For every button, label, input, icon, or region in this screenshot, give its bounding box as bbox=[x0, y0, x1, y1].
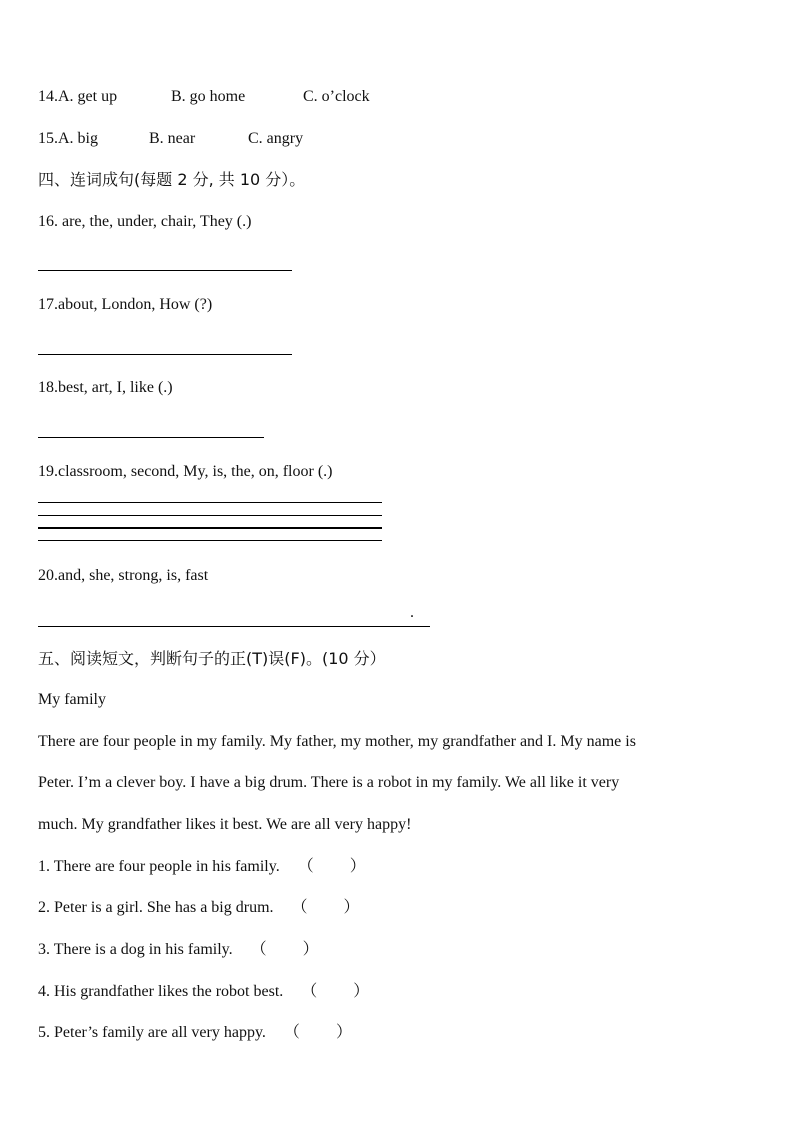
passage-title: My family bbox=[38, 691, 106, 708]
item-number: 14. bbox=[38, 88, 58, 105]
option-b: B. go home bbox=[171, 88, 246, 105]
section-5-heading: 五、阅读短文，判断句子的正(T)误(F)。(10 分） bbox=[38, 649, 386, 668]
answer-paren-close: ） bbox=[335, 1024, 352, 1041]
question-text: 5. Peter’s family are all very happy. bbox=[38, 1024, 266, 1041]
answer-line bbox=[38, 527, 382, 529]
answer-paren-open: （ bbox=[301, 983, 318, 1000]
option-b: B. near bbox=[149, 130, 196, 147]
answer-paren-close: ） bbox=[349, 858, 366, 875]
question-17: 17.about, London, How (?) bbox=[38, 296, 213, 313]
answer-line bbox=[38, 502, 382, 503]
question-text: 3. There is a dog in his family. bbox=[38, 941, 233, 958]
answer-paren-open: （ bbox=[250, 941, 267, 958]
tf-question-3 bbox=[38, 940, 319, 960]
option-a: A. get up bbox=[58, 88, 118, 105]
question-16: 16. are, the, under, chair, They (.) bbox=[38, 213, 252, 230]
option-a: A. big bbox=[58, 130, 98, 147]
answer-paren-open: （ bbox=[291, 899, 308, 916]
passage-line: much. My grandfather likes it best. We are all very happy! bbox=[38, 816, 412, 833]
sentence-end-period: . bbox=[410, 604, 414, 621]
tf-question-2 bbox=[38, 898, 360, 918]
answer-line bbox=[38, 354, 292, 355]
item-15 bbox=[38, 129, 303, 149]
answer-line bbox=[38, 515, 382, 516]
tf-question-4 bbox=[38, 982, 369, 1002]
answer-line bbox=[38, 626, 430, 627]
question-text: 2. Peter is a girl. She has a big drum. bbox=[38, 899, 274, 916]
answer-line bbox=[38, 270, 292, 271]
answer-paren-open: （ bbox=[297, 858, 314, 875]
answer-paren-close: ） bbox=[302, 941, 319, 958]
answer-paren-close: ） bbox=[353, 983, 370, 1000]
tf-question-5 bbox=[38, 1023, 352, 1043]
question-text: 1. There are four people in his family. bbox=[38, 858, 280, 875]
tf-question-1 bbox=[38, 857, 366, 877]
question-19: 19.classroom, second, My, is, the, on, floor (.) bbox=[38, 463, 333, 480]
answer-paren-open: （ bbox=[283, 1024, 300, 1041]
option-c: C. angry bbox=[248, 130, 304, 147]
answer-paren-close: ） bbox=[343, 899, 360, 916]
passage-line: There are four people in my family. My father, my mother, my grandfather and I. My name is bbox=[38, 733, 636, 750]
question-20: 20.and, she, strong, is, fast bbox=[38, 567, 209, 584]
question-18: 18.best, art, I, like (.) bbox=[38, 379, 173, 396]
answer-line bbox=[38, 437, 264, 438]
section-4-heading: 四、连词成句(每题 2 分, 共 10 分）。 bbox=[38, 170, 306, 189]
item-14 bbox=[38, 87, 370, 107]
item-number: 15. bbox=[38, 130, 58, 147]
question-text: 4. His grandfather likes the robot best. bbox=[38, 983, 284, 1000]
answer-line bbox=[38, 540, 382, 541]
passage-line: Peter. I’m a clever boy. I have a big drum. There is a robot in my family. We all like it very bbox=[38, 774, 620, 791]
option-c: C. o’clock bbox=[303, 88, 370, 105]
